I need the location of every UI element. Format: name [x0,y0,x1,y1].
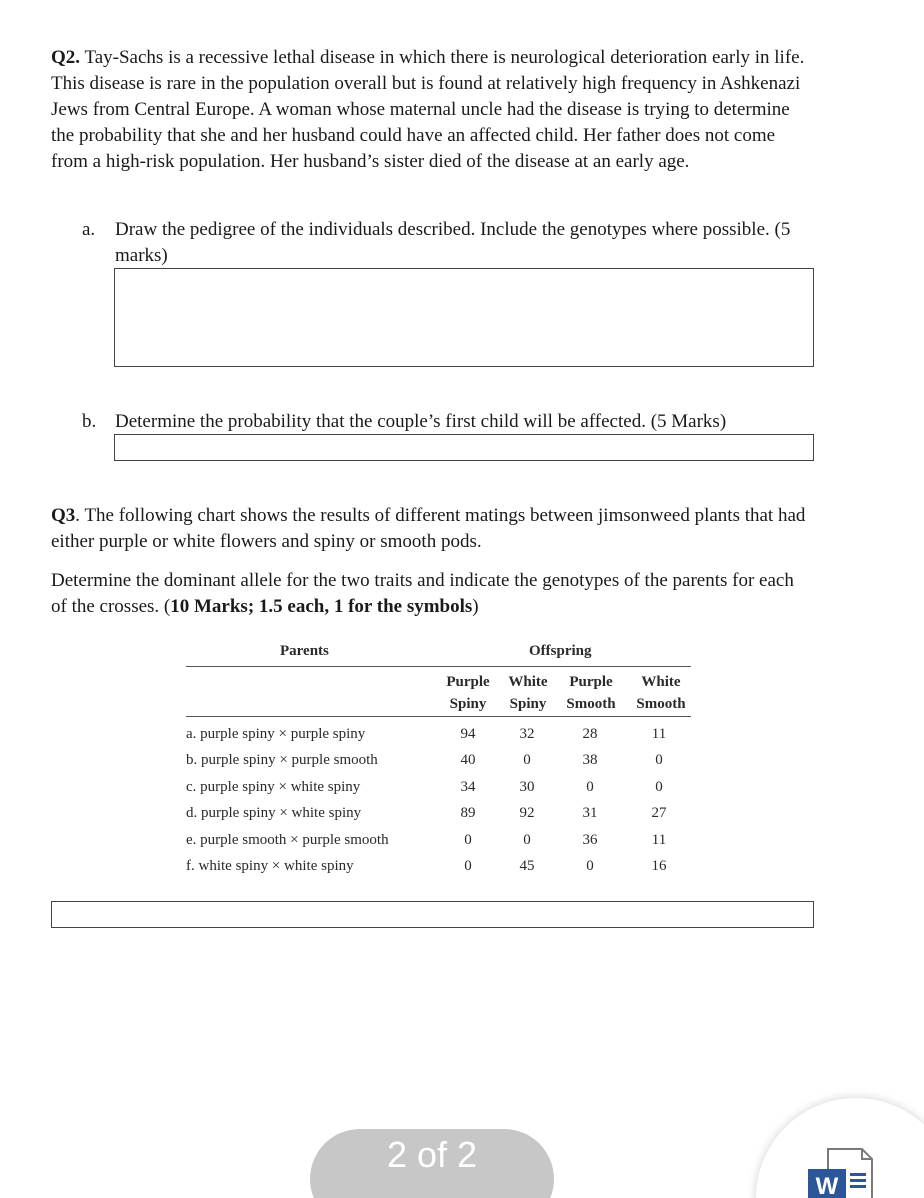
q3-instr-marks: 10 Marks; 1.5 each, 1 for the symbols [170,596,473,617]
q3-instr-close: ) [472,596,479,617]
table-row [186,752,691,778]
row-label: c. purple spiny × white spiny [186,779,361,795]
cell-value: 45 [519,858,535,874]
cell-value: 11 [651,832,667,848]
answer-box-q2a[interactable] [114,268,814,367]
table-rule-top [186,666,691,667]
column-header-line2: Smooth [636,696,686,712]
q3-label: Q3 [51,505,76,526]
q2-label: Q2. [51,47,81,68]
column-header-line1: White [641,674,681,690]
q2-part-a-text: Draw the pedigree of the individuals described. Include the genotypes where possible. (5 marks) [115,219,791,266]
column-header-line1: White [508,674,548,690]
table-row [186,779,691,805]
cell-value: 0 [586,779,594,795]
answer-box-q2b[interactable] [114,434,814,461]
column-header-white-spiny [500,671,556,715]
column-header-line1: Purple [446,674,490,690]
q2-question [51,45,811,175]
table-row [186,805,691,831]
answer-box-q3[interactable] [51,901,814,928]
table-row [186,726,691,752]
cell-value: 89 [460,805,476,821]
cell-value: 0 [655,752,663,768]
cell-value: 16 [651,858,667,874]
table-row [186,858,691,884]
q3-text: . The following chart shows the results of different matings between jimsonweed plants that had either purple or white flowers and spiny or smooth pods. [51,505,806,552]
table-header-offspring: Offspring [529,643,592,659]
table-row [186,832,691,858]
column-header-white-smooth [628,671,694,715]
cell-value: 0 [464,832,472,848]
cell-value: 0 [464,858,472,874]
column-header-line2: Spiny [509,696,547,712]
table-rule-header [186,716,691,717]
cell-value: 0 [655,779,663,795]
cell-value: 34 [460,779,476,795]
cell-value: 31 [582,805,598,821]
cell-value: 11 [651,726,667,742]
cell-value: 36 [582,832,598,848]
column-header-line1: Purple [569,674,613,690]
q3-question [51,503,811,555]
q3-instr-text: Determine the dominant allele for the two traits and indicate the genotypes of the parents for each of the crosses. ( [51,570,794,617]
column-header-purple-smooth [558,671,624,715]
cell-value: 27 [651,805,667,821]
row-label: d. purple spiny × white spiny [186,805,362,821]
column-header-line2: Spiny [449,696,487,712]
cell-value: 0 [523,832,531,848]
q3-instructions [51,568,811,620]
q2-part-b-letter: b. [82,411,97,432]
q2-text: Tay-Sachs is a recessive lethal disease in which there is neurological deterioration early in life. This disease is rare in the population overall but is found at relatively high frequency in Ashkenazi Jews from Central Europe. A woman whose maternal uncle had the disease is trying to determine the probability that she and her husband could have an affected child. Her father does not come from a high-risk population. Her husband’s sister died of the disease at an early age. [51,47,805,172]
cell-value: 40 [460,752,476,768]
table-header-parents: Parents [280,643,329,659]
row-label: a. purple spiny × purple spiny [186,726,366,742]
word-icon [806,1147,874,1198]
column-header-line2: Smooth [566,696,616,712]
cell-value: 94 [460,726,476,742]
q2-part-b-text: Determine the probability that the couple’s first child will be affected. (5 Marks) [115,411,727,432]
page-indicator-text: 2 of 2 [386,1134,478,1175]
row-label: b. purple spiny × purple smooth [186,752,378,768]
word-badge-letter: W [815,1173,839,1198]
cell-value: 0 [586,858,594,874]
open-in-word-button[interactable] [756,1098,924,1198]
cell-value: 30 [519,779,535,795]
q2-part-a-letter: a. [82,219,96,240]
row-label: f. white spiny × white spiny [186,858,354,874]
row-label: e. purple smooth × purple smooth [186,832,389,848]
cell-value: 0 [523,752,531,768]
cell-value: 32 [519,726,535,742]
page-indicator [310,1129,554,1198]
cell-value: 38 [582,752,598,768]
cell-value: 28 [582,726,598,742]
cell-value: 92 [519,805,535,821]
column-header-purple-spiny [440,671,496,715]
